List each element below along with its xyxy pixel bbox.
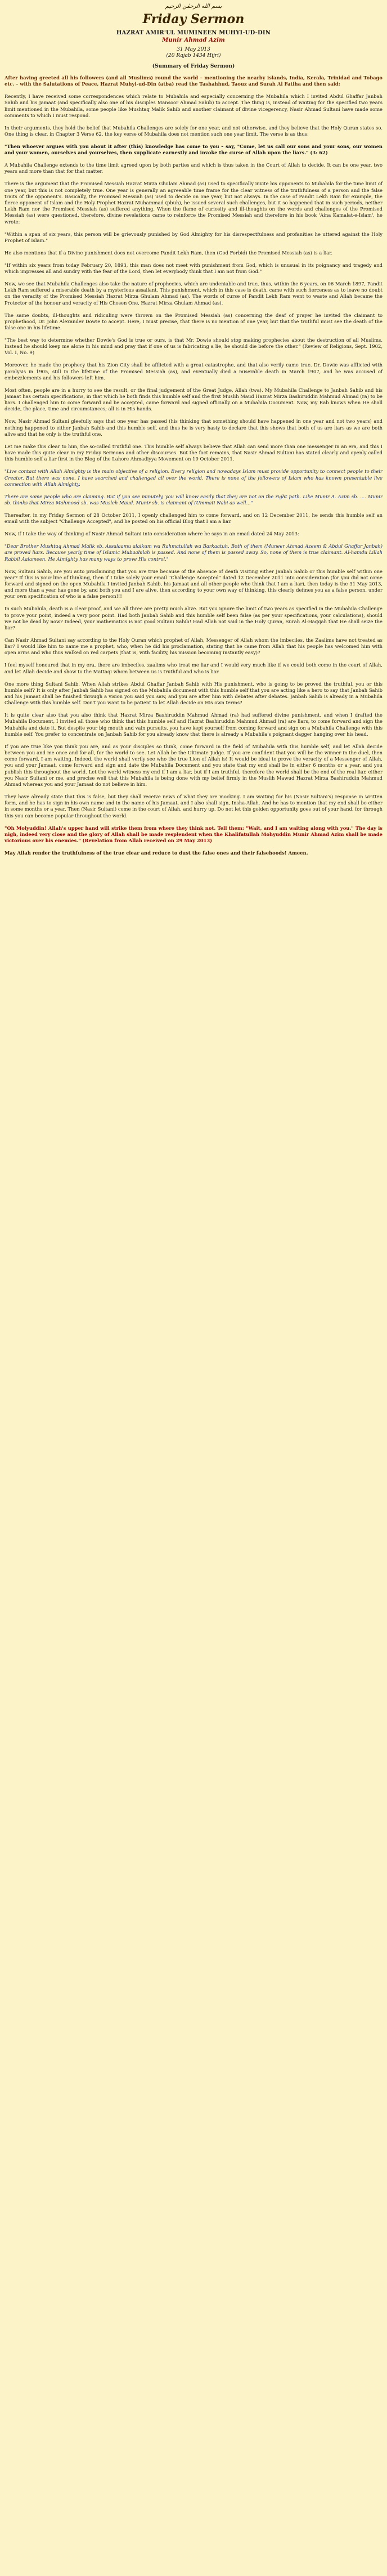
paragraph: Thereafter, in my Friday Sermon of 28 October 2011, I openly challenged him to come forward, and on 12 December 2011, he sends this humble self an email with the subject "Challenge Accepted", and he posted on his official Blog that I am a liar. (4, 512, 382, 525)
paragraph: Let me make this clear to him, the so-called truthful one. This humble self always believe that Allah can send more than one messenger in an era, and this I have made this quite clear in my Friday Sermons and other discourses. But the fact remains, that Nasir Ahmad Sultani has stated clearly and openly called this humble self a liar first in the Blog of the Lahore Ahmadiyya Movement on 19 October 2011. (4, 443, 382, 462)
paragraph: It is quite clear also that you also think that Hazrat Mirza Bashiruddin Mahmud Ahmad (ra) had suffered divine punishment, and when I drafted the Mubahila Document, I invited all those who think that this humble self and Hazrat Bashiruddin Mahmud Ahmad (ra) are liars, to come forward and sign the Mubahila and date it. But despite your big mouth and vain pursuits, you have kept yourself from coming forward and sign on a Mubahila Challenge with this humble self. You prefer to concentrate on Janbah Sahib for you already know that there is already a Mubahila's poignant dagger hanging over his head. (4, 712, 382, 737)
paragraph: Moreover, he made the prophecy that his Zion City shall be afflicted with a great catastrophe, and that also verily came true. Dr. Dowie was afflicted with paralysis in 1905, still in the lifetime of the Promised Messiah (as), and eventually died a miserable death in March 1907, and he was accused of embezzlements and his followers left him. (4, 362, 382, 381)
paragraph: Recently, I have received some correspondences which relate to Mubahila and especially concerning the Mubahila which I invited Abdul Ghaffar Janbah Sahib and his Jamaat (and specifically also one of his disciples Mansoor Ahmad Sahib) to accept. The thing is, instead of waiting for the specified two years limit mentioned in the Mubahila, some people like Mushtaq Malik Sahib and another claimant of divine vicegerency, Nasir Ahmad Sultani have made some comments to which I must respond. (4, 93, 382, 118)
date-gregorian: 31 May 2013 (177, 47, 210, 52)
paragraph: A Mubahila Challenge extends to the time limit agreed upon by both parties and which is thus taken in the Court of Allah to decide. It can be one year, two years and more than that for that matter. (4, 162, 382, 175)
blog-quote-continued: There are some people who are claiming. But if you see minutely, you will know easily that they are not on the right path. Like Munir A. Azim sb. .... Munir sb. thinks that Mirza Mahmood sb. was Musleh Maud. Munir sb. is claimant of (Ummati Nabi as well..." (4, 493, 382, 506)
bismillah-heading: بسم الله الرحمٰن الرحيم (165, 3, 222, 10)
summary-label: (Summary of Friday Sermon) (152, 64, 235, 69)
page-title: Friday Sermon (142, 12, 245, 26)
closing-prayer: May Allah render the truthfulness of the true clear and reduce to dust the false ones and their falsehoods! Ameen. (4, 850, 308, 856)
quote-paragraph: "If within six years from today February 20, 1893, this man does not meet with punishment from God, which is unusual in its poignancy and tragedy and which impresses all and sundry with the fear of the Lord, then let everybody think that I am not from God." (4, 262, 382, 275)
paragraph: Most often, people are in a hurry to see the result, or the final judgement of the Great Judge, Allah (twa). My Mubahila Challenge to Janbah Sahib and his Jamaat has certain specifications, in that which he both finds this humble self and the first Muslih Maud Hazrat Mirza Bashiruddin Mahmud Ahmad (ra) to be liars. I challenged him to come forward and be accepted, came forward and signed officially on a Mubahila Document. Now, my Rab knows when He shall decide, the place, time and circumstances; all is in His hands. (4, 387, 382, 412)
paragraph: He also mentions that if a Divine punishment does not overcome Pandit Lekh Ram, then (God Forbid) the Promised Messiah (as) is a liar. (4, 249, 332, 256)
quote-paragraph: "Within a span of six years, this person will be grievously punished by God Almighty for his disrespectfulness and profanities he uttered against the Holy Prophet of Islam." (4, 231, 382, 243)
paragraph: Can Nasir Ahmad Sultani say according to the Holy Quran which prophet of Allah, Messenger of Allah whom the imbeciles, the Zaalims have not treated as liar? I would like him to name me a prophet, who, when he did his proclamation, stating that he came from Allah that his people has welcomed him with open arms and who thus walked on red carpets (that is, with facility, his mission becoming instantly easy)? (4, 637, 382, 656)
paragraph: I feel myself honoured that in my era, there are imbeciles, zaalims who treat me liar and I would very much like if we could both come in the court of Allah, and let Allah decide and show to the Mattaqi whom between us is truthful and who is liar. (4, 662, 382, 674)
speaker-name: HAZRAT AMIR'UL MUMINEEN MUHYI-UD-DIN (116, 30, 271, 36)
paragraph: One more thing Sultani Sahib. When Allah strikes Abdul Ghaffar Janbah Sahib with His punishment, who is going to be proved the truthful, you or this humble self? It is only after Janbah Sahib has signed on the Mubahila document with this humble self that you are acting like a hero to say that Janbah Sahib and his Jamaat shall be finished through a vision you said you saw, and you are after him with debates after debates. Janbah Sahib is already in a Mubahila Challenge with this humble self. Don't you want to be patient to let Allah decide on His own terms? (4, 681, 382, 706)
intro-paragraph: After having greeted all his followers (and all Muslims) round the world – mentioning the nearby islands, India, Kerala, Trinidad and Tobago etc. – with the Salutations of Peace, Hazrat Muhyi-ud-Din (atba) read the Tashahhud, Taouz and Surah Al Fatiha and then said: (4, 75, 382, 87)
paragraph: Now, if I take the way of thinking of Nasir Ahmad Sultani into consideration where he says in an email dated 24 May 2013: (4, 531, 299, 537)
paragraph: There is the argument that the Promised Messiah Hazrat Mirza Ghulam Ahmad (as) used to specifically invite his opponents to Mubahila for the time limit of one year, but this is not completely true. One year is generally an agreeable time frame for the clear witness of the truthfulness of a person and the false traits of the opponent's. Basically, the Promised Messiah (as) used to decide on one year, but not always. In the case of Pandit Lekh Ram for example, the fierce opponent of Islam and the Holy Prophet Hazrat Muhammad (pbuh), he issued several such challenges, but it so happened that in such periods, neither Lekh Ram nor the Promised Messiah (as) suffered anything. When the flame of curiosity and ill-thoughts on the words and challenges of the Promised Messiah (as) were questioned, therefore, divine revelations came to reinforce the Promised Messiah and therefore in his book 'Aina Kamalat-e-Islam', he wrote: (4, 181, 382, 225)
email-quote: "Dear Brother Mushtaq Ahmad Malik sb. Assalaamu alaikum wa Rahmatullah wa Barkaatuh. Both of them (Muneer Ahmad Azeem & Abdul Ghaffar Janbah) are proved liars. Because yearly time of Islamic Mubaahilah is passed. And none of them is passed away. So, none of them is true claimant. Al-hamdu Lillah Rabbil Aalameen. He Almighty has many ways to prove His control." (4, 543, 382, 562)
paragraph: The same doubts, ill-thoughts and ridiculing were thrown on the Promised Messiah (as) concerning the deaf of prayer he invited the claimant to prophethood, Dr. John Alexander Dowie to accept. Here, I must precise, that there is no mention of one year, but that the truthful must see the death of the false one in his lifetime. (4, 312, 382, 331)
blog-quote: "Live contact with Allah Almighty is the main objective of a religion. Every religion and nowadays Islam must provide opportunity to connect people to their Creator. But there was none. I have searched and challenged all over the world. There is none of the followers of Islam who has known presentable live connection with Allah Almighty. (4, 468, 382, 487)
paragraph: In such Mubahila, death is a clear proof, and we all three are pretty much alive. But you ignore the limit of two years as specified in the Mubahila Challenge to prove your point, indeed a very poor point. Had both Janbah Sahib and this humble self been false (as per your specifications, your calculations), should we not be dead by now? Indeed, your mathematics is not good Sultani Sahib! Had Allah not said in the Holy Quran, Surah Al-Haqqah that He shall seize the liar? (4, 606, 382, 630)
quote-paragraph: "The best way to determine whether Dowie's God is true or ours, is that Mr. Dowie should stop making prophecies about the destruction of all Muslims. Instead he should keep me alone in his mind and pray that if one of us is fabricating a lie, he should die before the other." (Review of Religions, Sept. 1902, Vol. I, No. 9) (4, 337, 382, 356)
paragraph: If you are true like you think you are, and as your disciples so think, come forward in the field of Mubahila with this humble self, and let Allah decide between you and me once and for all, for the world to see. Let Allah be the Ultimate Judge. If you are confident that you will be the winner in the duel, then come forward, I am waiting. Indeed, the world shall verily see who the true Lion of Allah is! It would be ideal to prove the veracity of a Messenger of Allah, you and your Jamaat, come forward and sign and date the Mubahila Document and you state that my end shall be in either 6 months or a year, and you publish this throughout the world. Let the world witness my end if I am a liar, but if I am truthful, therefore the world shall be the end of the real liar, either you Nasir Sultani or me, and precise well that this Mubahila is being done with my belief firmly in the Muslih Mawud Hazrat Mirza Bashiruddin Mahmud Ahmad whereas you and your Jamaat do not believe in him. (4, 743, 382, 787)
paragraph: Now, Sultani Sahib, are you auto proclaiming that you are true because of the absence of death visiting either Janbah Sahib or this humble self within one year? If this is your line of thinking, then if I take solely your email "Challenge Accepted" dated 12 December 2011 into consideration (for you did not come forward and signed on the open Mubahila I invited Janbah Sahib, his Jamaat and all other people who think that I am a liar), then today is the 31 May 2013, and more than a year has gone by, and both you and I are alive, then according to your own way of thinking, this clearly defines you as a false person, under your own specification of who is a false person!!! (4, 568, 382, 600)
speaker-subtitle: Munir Ahmad Azim (162, 37, 225, 43)
paragraph: Now, Nasir Ahmad Sultani gleefully says that one year has passed (his thinking that something should have happened in one year and not two years) and nothing happened to either Janbah Sahib and this humble self, and thus he is very hasty to declare that this shows that both of us are liars as we are both alive and that he only is the truthful one. (4, 418, 382, 437)
revelation-quote: "Oh Molyuddin! Allah's upper hand will strike them from where they think not. Tell them: "Wait, and I am waiting along with you." The day is nigh, indeed very close and the glory of Allah shall be made resplendent when the Khalifatullah Mohyuddin Munir Ahmad Azim shall be made victorious over his enemies." (Revelation from Allah received on 29 May 2013) (4, 825, 382, 843)
sermon-body (4, 75, 382, 856)
paragraph: They have already state that this is false, but they shall receive news of what they are mocking. I am waiting for his (Nasir Sultani's) response in written form, and he has to sign in his own name and in the name of his Jamaat, and I also shall sign, Insha-Allah. And he has to mention that my end shall be either in some months or a year. Then (Nasir Sultani) come in the court of Allah, and hurry up. Do not let this golden opportunity goes out of your hand, for through this you can become popular throughout the world. (4, 793, 382, 819)
paragraph: In their arguments, they hold the belief that Mubahila Challenges are solely for one year, and not otherwise, and they believe that the Holy Quran states so. One thing is clear, in Chapter 3 Verse 62, the key verse of Mubahila does not mention such one year limit. The verse is as thus: (4, 124, 382, 137)
date-hijri: (20 Rajab 1434 Hijri) (166, 53, 221, 59)
sermon-date (4, 47, 382, 59)
paragraph: Now, we see that Mubahila Challenges also take the nature of prophecies, which are undeniable and true, thus, within the 6 years, on 06 March 1897, Pandit Lekh Ram suffered a miserable death by a mysterious assailant. This punishment, which in this case is death, came with such fierceness as to leave no doubt on the veracity of the Promised Messiah Hazrat Mirza Ghulam Ahmad (as). The words of curse of Pandit Lekh Ram went to waste and Allah became the Protector of the honour and veracity of His Chosen One, Hazrat Mirza Ghulam Ahmad (as). (4, 281, 382, 306)
quran-quote: "Then whoever argues with you about it after (this) knowledge has come to you – say, "Come, let us call our sons and your sons, our women and your women, ourselves and yourselves, then supplicate earnestly and invoke the curse of Allah upon the liars." (3: 62) (4, 144, 382, 156)
